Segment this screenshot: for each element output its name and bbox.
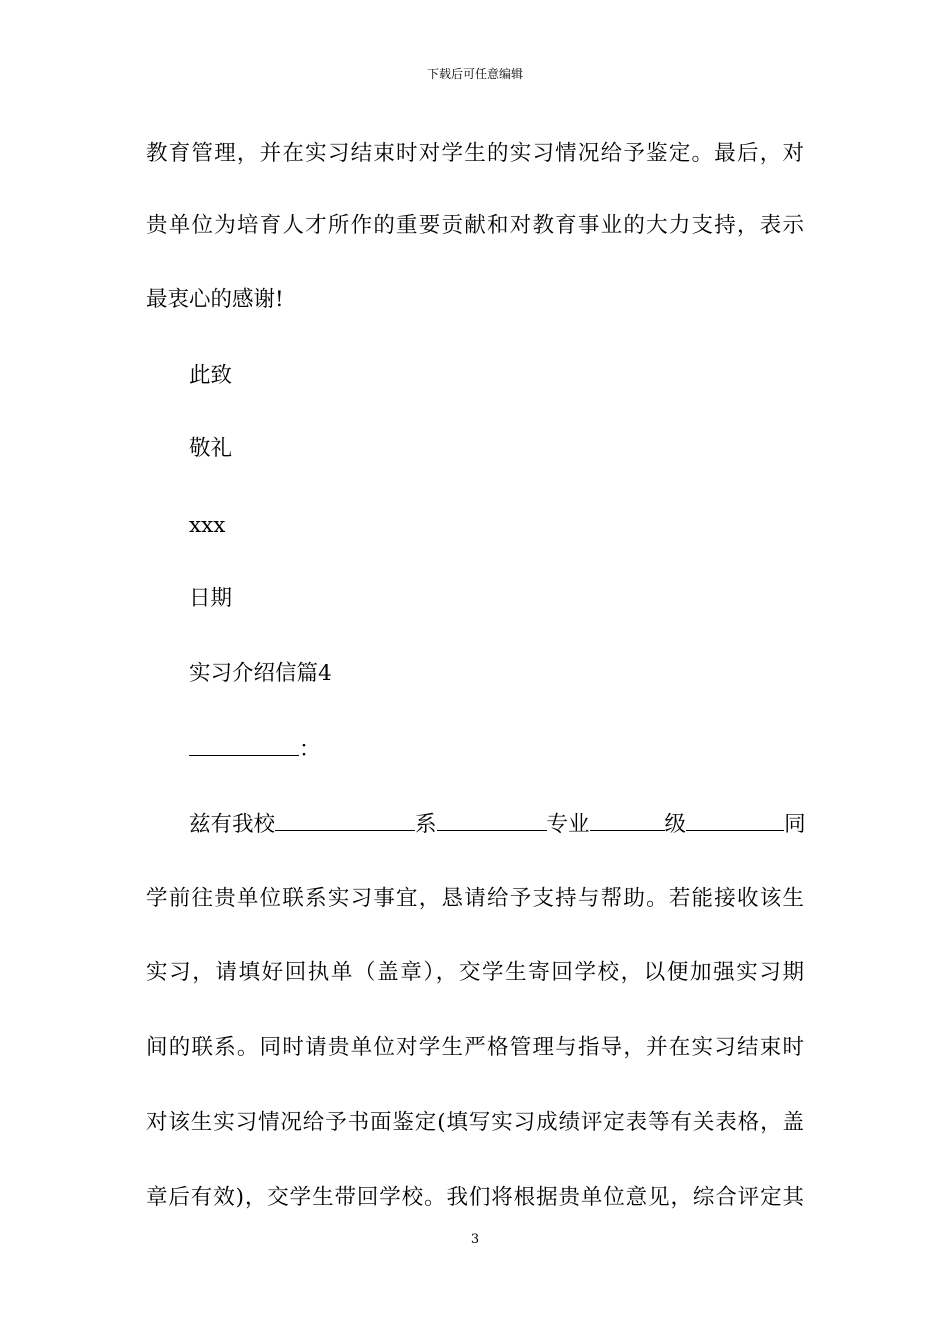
blank-major [590, 810, 665, 831]
intro-suffix: 同 [784, 812, 806, 837]
blank-underline [189, 735, 299, 756]
paragraph-line: 贵单位为培育人才所作的重要贡献和对教育事业的大力支持，表示 [146, 213, 804, 238]
intro-major: 专业 [546, 812, 590, 837]
intro-grade: 级 [664, 812, 687, 837]
intro-prefix: 兹有我校 [189, 812, 276, 837]
closing-line: 此致 [189, 363, 233, 388]
date-line: 日期 [189, 586, 233, 611]
paragraph-line: 对该生实习情况给予书面鉴定(填写实习成绩评定表等有关表格，盖 [146, 1110, 804, 1135]
closing-line: 敬礼 [189, 436, 233, 461]
header-note: 下载后可任意编辑 [426, 67, 523, 81]
blank-grade [686, 810, 784, 831]
paragraph-line: 章后有效)，交学生带回学校。我们将根据贵单位意见，综合评定其 [146, 1185, 804, 1210]
intro-dept: 系 [415, 812, 437, 837]
blank-school [275, 810, 415, 831]
signature: xxx [189, 513, 226, 538]
paragraph-line: 学前往贵单位联系实习事宜，恳请给予支持与帮助。若能接收该生 [146, 886, 804, 911]
section-title: 实习介绍信篇4 [189, 661, 332, 686]
intro-line [189, 810, 806, 839]
paragraph-line: 最衷心的感谢! [146, 287, 284, 312]
paragraph-line: 实习，请填好回执单（盖章），交学生寄回学校，以便加强实习期 [146, 960, 804, 985]
page-number: 3 [470, 1232, 480, 1247]
salutation-colon: ： [299, 737, 321, 762]
paragraph-line: 教育管理，并在实习结束时对学生的实习情况给予鉴定。最后，对 [146, 141, 804, 166]
salutation [189, 735, 321, 764]
paragraph-line: 间的联系。同时请贵单位对学生严格管理与指导，并在实习结束时 [146, 1035, 804, 1060]
blank-dept [437, 810, 547, 831]
